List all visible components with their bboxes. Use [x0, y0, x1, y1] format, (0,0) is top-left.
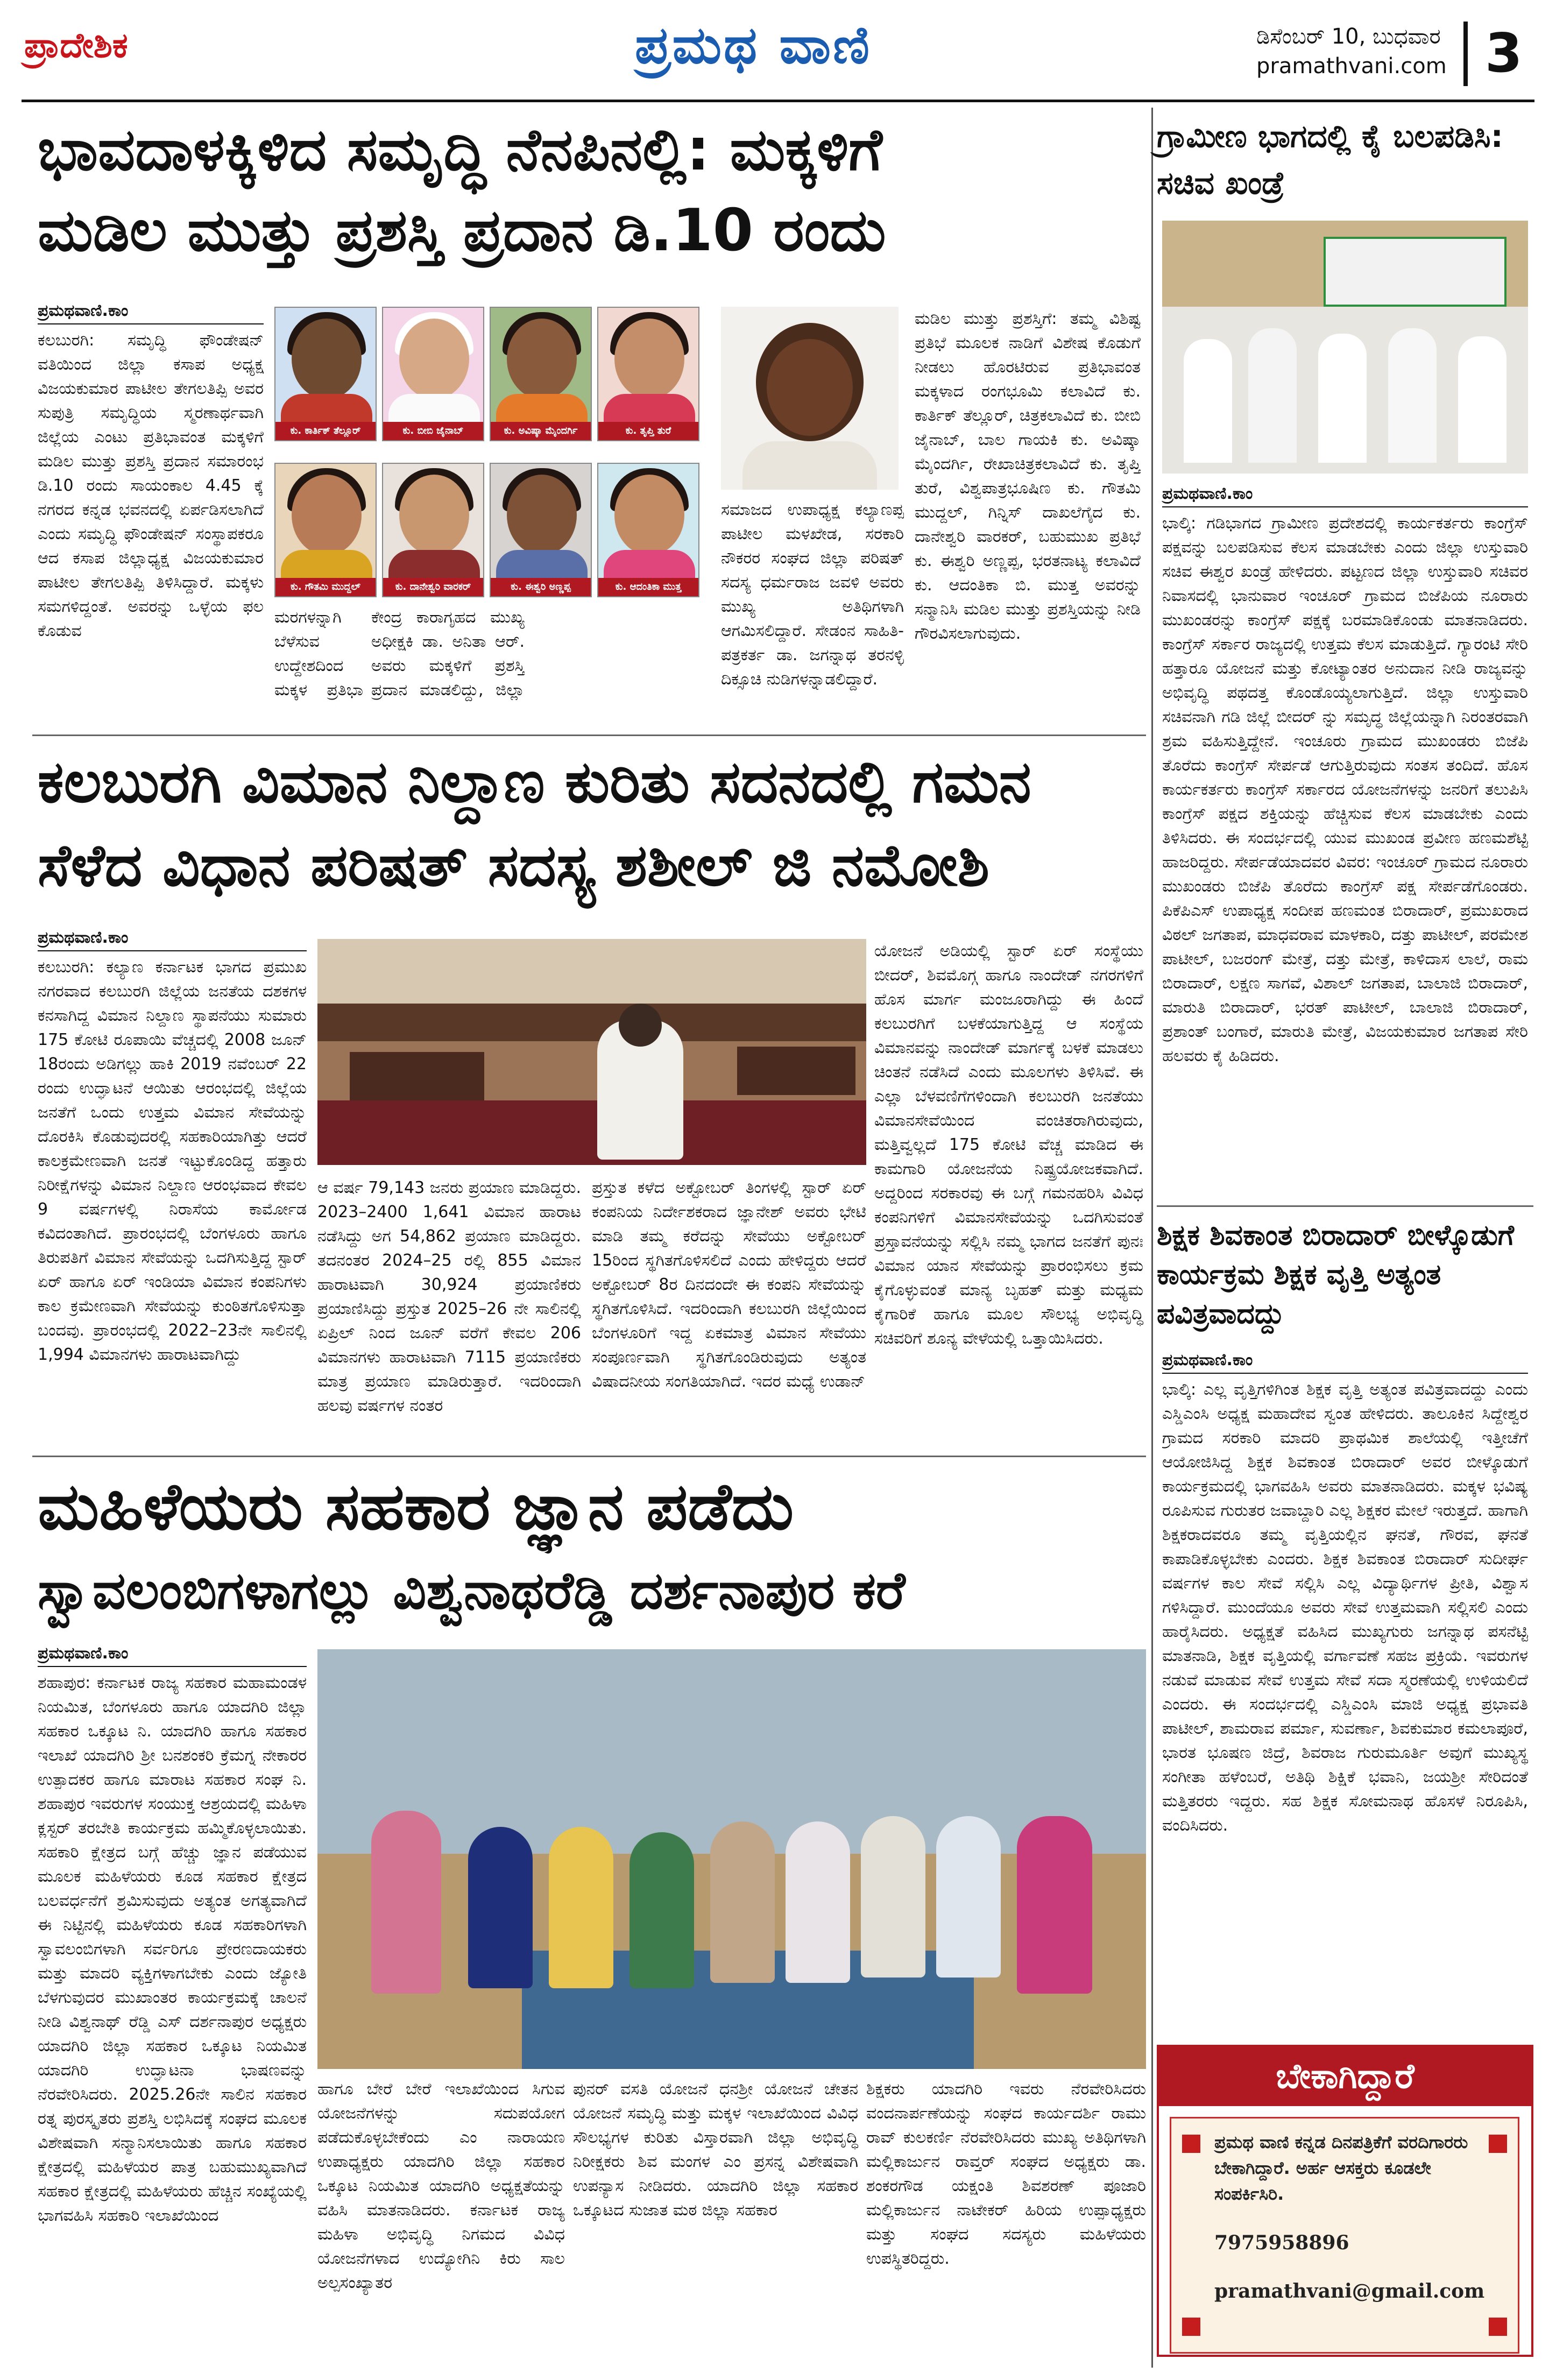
- story1-col4: ಸಮಾಜದ ಉಪಾಧ್ಯಕ್ಷ ಕಲ್ಯಾಣಪ್ಪ ಪಾಟೀಲ ಮಳಖೇಡ, ಸರಕಾರಿ ನೌಕರರ ಸಂಘದ ಜಿಲ್ಲಾ ಪರಿಷತ್ ಸದಸ್ಯ ಧರ್ಮರಾಜ ಜವಳಿ ಅವರು ಮುಖ್ಯ ಅತಿಥಿಗಳಾಗಿ ಆಗಮಿಸಲಿದ್ದಾರೆ. ಸೇಡಂನ ಸಾಹಿತಿ-ಪತ್ರಕರ್ತ ಡಾ. ಜಗನ್ನಾಥ ತರನಳ್ಳಿ ದಿಕ್ಸೂಚಿ ನುಡಿಗಳನ್ನಾಡಲಿದ್ದಾರೆ.: [721, 500, 904, 689]
- story1-col1: ಕಲಬುರಗಿ: ಸಮೃದ್ಧಿ ಫೌಂಡೇಷನ್ ವತಿಯಿಂದ ಜಿಲ್ಲಾ ಕಸಾಪ ಅಧ್ಯಕ್ಷ ವಿಜಯಕುಮಾರ ಪಾಟೀಲ ತೇಗಲತಿಪ್ಪಿ ಅವರ ಸುಪುತ್ರಿ ಸಮೃದ್ಧಿಯ ಸ್ಮರಣಾರ್ಥವಾಗಿ ಜಿಲ್ಲೆಯ ಎಂಟು ಪ್ರತಿಭಾವಂತ ಮಕ್ಕಳಿಗೆ ಮಡಿಲ ಮುತ್ತು ಪ್ರಶಸ್ತಿ ಪ್ರದಾನ ಸಮಾರಂಭ ಡಿ.10 ರಂದು ಸಾಯಂಕಾಲ 4.45 ಕ್ಕೆ ನಗರದ ಕನ್ನಡ ಭವನದಲ್ಲಿ ಏರ್ಪಡಿಸಲಾಗಿದೆ ಎಂದು ಸಮೃದ್ಧಿ ಫೌಂಡೇಷನ್ ಸಂಸ್ಥಾಪಕರೂ ಆದ ಕಸಾಪ ಜಿಲ್ಲಾಧ್ಯಕ್ಷ ವಿಜಯಕುಮಾರ ಪಾಟೀಲ ತೇಗಲತಿಪ್ಪಿ ತಿಳಿಸಿದ್ದಾರೆ. ಮಕ್ಕಳು ಸಮಗಳಿದ್ದಂತೆ. ಅವರನ್ನು ಒಳ್ಳೆಯ ಫಲ ಕೊಡುವ: [38, 331, 264, 640]
- sidebar2-body: ಭಾಲ್ಕಿ: ಎಲ್ಲ ವೃತ್ತಿಗಳಿಗಿಂತ ಶಿಕ್ಷಕ ವೃತ್ತಿ ಅತ್ಯಂತ ಪವಿತ್ರವಾದದ್ದು ಎಂದು ಎಸ್ಡಿಎಂಸಿ ಅಧ್ಯಕ್ಷ ಮಹಾದೇವ ಸ್ವಂತ ಹೇಳಿದರು. ತಾಲೂಕಿನ ಸಿದ್ದೇಶ್ವರ ಗ್ರಾಮದ ಸರಕಾರಿ ಮಾದರಿ ಪ್ರಾಥಮಿಕ ಶಾಲೆಯಲ್ಲಿ ಇತ್ತೀಚೆಗೆ ಆಯೋಜಿಸಿದ್ದ ಶಿಕ್ಷಕ ಶಿವಕಾಂತ ಬಿರಾದಾರ್ ಅವರ ಬೀಳ್ಕೊಡುಗೆ ಕಾರ್ಯಕ್ರಮದಲ್ಲಿ ಭಾಗವಹಿಸಿ ಅವರು ಮಾತನಾಡಿದರು. ಮಕ್ಕಳ ಭವಿಷ್ಯ ರೂಪಿಸುವ ಗುರುತರ ಜವಾಬ್ದಾರಿ ಎಲ್ಲ ಶಿಕ್ಷಕರ ಮೇಲೆ ಇರುತ್ತದೆ. ಹಾಗಾಗಿ ಶಿಕ್ಷಕರಾದವರೂ ತಮ್ಮ ವೃತ್ತಿಯಲ್ಲಿನ ಘನತೆ, ಗೌರವ, ಘನತೆ ಕಾಪಾಡಿಕೊಳ್ಳಬೇಕು ಎಂದರು. ಶಿಕ್ಷಕ ಶಿವಕಾಂತ ಬಿರಾದಾರ್ ಸುದೀರ್ಘ ವರ್ಷಗಳ ಕಾಲ ಸೇವೆ ಸಲ್ಲಿಸಿ ಎಲ್ಲ ವಿದ್ಯಾರ್ಥಿಗಳ ಪ್ರೀತಿ, ವಿಶ್ವಾಸ ಗಳಿಸಿದ್ದಾರೆ. ಮುಂದೆಯೂ ಅವರು ಸೇವೆ ಉತ್ತಮವಾಗಿ ಸಲ್ಲಿಸಲಿ ಎಂದು ಹಾರೈಸಿದರು. ಅಧ್ಯಕ್ಷತೆ ವಹಿಸಿದ ಮುಖ್ಯಗುರು ಜಗನ್ನಾಥ ಪಸನೆಟ್ಟಿ ಮಾತನಾಡಿ, ಶಿಕ್ಷಕ ವೃತ್ತಿಯಲ್ಲಿ ವರ್ಗಾವಣೆ ಸಹಜ ಪ್ರಕ್ರಿಯೆ. ಇವರುಗಳ ನಡುವೆ ಮಾಡುವ ಸೇವೆ ಉತ್ತಮ ಸೇವೆ ಸದಾ ಸ್ಮರಣೆಯಲ್ಲಿ ಉಳಿಯಲಿದೆ ಎಂದರು. ಈ ಸಂದರ್ಭದಲ್ಲಿ ಎಸ್ಡಿಎಂಸಿ ಮಾಜಿ ಅಧ್ಯಕ್ಷ ಪ್ರಭಾವತಿ ಪಾಟೀಲ್, ಶಾಮರಾವ ಪರ್ಮಾ, ಸುವರ್ಣಾ, ಶಿವಕುಮಾರ ಕಮಲಾಪೂರೆ, ಭಾರತ ಭೂಷಣ ಜಿದ್ರೆ, ಶಿವರಾಜ ಗುರುಮೂರ್ತಿ ಅವುಗೆ ಮುಖ್ಯಸ್ಥ ಸಂಗೀತಾ ಹಳೆಂಬರೆ, ಅತಿಥಿ ಶಿಕ್ಷಿಕೆ ಭವಾನಿ, ಜಯಶ್ರೀ ಸೇರಿದಂತೆ ಮತ್ತಿತರರು ಇದ್ದರು. ಸಹ ಶಿಕ್ಷಕ ಸೋಮನಾಥ ಹೊಸಳೆ ನಿರೂಪಿಸಿ, ವಂದಿಸಿದರು.: [1162, 1380, 1528, 1835]
- story1-col3: ಕೇಂದ್ರ ಕಾರಾಗೃಹದ ಮುಖ್ಯ ಅಧೀಕ್ಷಕಿ ಡಾ. ಅನಿತಾ ಆರ್. ಅವರು ಮಕ್ಕಳಿಗೆ ಪ್ರಶಸ್ತಿ ಪ್ರದಾನ ಮಾಡಲಿದ್ದು, ಜಿಲ್ಲಾ: [371, 608, 525, 700]
- portrait-caption: ಕು. ಅವಿಷ್ಕಾ ಮೈಂದರ್ಗಿ: [491, 422, 591, 440]
- wanted-ad-phone[interactable]: 7975958896: [1214, 2231, 1349, 2254]
- portrait-caption: ಕು. ಗೌತಮಿ ಮುದ್ದಲ್: [275, 578, 376, 596]
- portrait-photo: [382, 307, 484, 441]
- portrait-caption: ಕು. ಬೀಬಿ ಜೈನಾಬ್: [383, 422, 483, 440]
- paper-name: ಪ್ರಮಥ ವಾಣಿ: [635, 15, 872, 75]
- story-divider: [32, 1456, 1146, 1457]
- portrait-caption: ಕು. ತೃಪ್ತಿ ತುರೆ: [598, 422, 698, 440]
- story1-headline-1: ಭಾವದಾಳಕ್ಕಿಳಿದ ಸಮೃದ್ಧಿ ನೆನಪಿನಲ್ಲಿ: ಮಕ್ಕಳಿಗೆ: [38, 116, 882, 183]
- wanted-ad-body: [1170, 2117, 1519, 2354]
- portrait-photo: [274, 307, 377, 441]
- sidebar2-headline: ಶಿಕ್ಷಕ ಶಿವಕಾಂತ ಬಿರಾದಾರ್ ಬೀಳ್ಕೊಡುಗೆ ಕಾರ್ಯಕ್ರಮ ಶಿಕ್ಷಕ ವೃತ್ತಿ ಅತ್ಯಂತ ಪವಿತ್ರವಾದದ್ದು: [1157, 1219, 1514, 1330]
- story2-headline-1: ಕಲಬುರಗಿ ವಿಮಾನ ನಿಲ್ದಾಣ ಕುರಿತು ಸದನದಲ್ಲಿ ಗಮನ: [38, 748, 1031, 816]
- portrait-photo: [490, 463, 592, 597]
- story2-col1: ಕಲಬುರಗಿ: ಕಲ್ಯಾಣ ಕರ್ನಾಟಕ ಭಾಗದ ಪ್ರಮುಖ ನಗರವಾದ ಕಲಬುರಗಿ ಜಿಲ್ಲೆಯ ಜನತೆಯ ದಶಕಗಳ ಕನಸಾಗಿದ್ದ ವಿಮಾನ ನಿಲ್ದಾಣ ಸ್ಥಾಪನೆಯು ಸುಮಾರು 175 ಕೋಟಿ ರೂಪಾಯಿ ವೆಚ್ಚದಲ್ಲಿ 2008 ಜೂನ್ 18ರಂದು ಅಡಿಗಲ್ಲು ಹಾಕಿ 2019 ನವೆಂಬರ್ 22 ರಂದು ಉದ್ಘಾಟನೆ ಆಯಿತು ಆರಂಭದಲ್ಲಿ ಜಿಲ್ಲೆಯ ಜನತೆಗೆ ಒಂದು ಉತ್ತಮ ವಿಮಾನ ಸೇವೆಯನ್ನು ದೊರಕಿಸಿ ಕೊಡುವುದರಲ್ಲಿ ಸಹಕಾರಿಯಾಗಿತ್ತು ಆದರೆ ಕಾಲಕ್ರಮೇಣವಾಗಿ ಜನತೆ ಇಟ್ಟುಕೊಂಡಿದ್ದ ಹತ್ತಾರು ನಿರೀಕ್ಷೆಗಳನ್ನು ವಿಮಾನ ನಿಲ್ದಾಣ ಆರಂಭವಾದ ಕೇವಲ 9 ವರ್ಷಗಳಲ್ಲಿ ನಿರಾಸೆಯ ಕಾರ್ಮೋಡ ಕವಿದಂತಾಗಿದೆ. ಪ್ರಾರಂಭದಲ್ಲಿ ಬೆಂಗಳೂರು ಹಾಗೂ ತಿರುಪತಿಗೆ ವಿಮಾನ ಸೇವೆಯನ್ನು ಒದಗಿಸುತ್ತಿದ್ದ ಸ್ಟಾರ್ ಏರ್ ಹಾಗೂ ಏರ್ ಇಂಡಿಯಾ ವಿಮಾನ ಕಂಪನಿಗಳು ಕಾಲ ಕ್ರಮೇಣವಾಗಿ ಸೇವೆಯನ್ನು ಕುಂಠಿತಗೊಳಿಸುತ್ತಾ ಬಂದವು. ಪ್ರಾರಂಭದಲ್ಲಿ 2022–23ನೇ ಸಾಲಿನಲ್ಲಿ 1,994 ವಿಮಾನಗಳು ಹಾರಾಟವಾಗಿದ್ದು: [38, 958, 307, 1364]
- story3-col3: ಪುನರ್ ವಸತಿ ಯೋಜನೆ ಧನಶ್ರೀ ಯೋಜನೆ ಚೇತನ ಯೋಜನೆ ಸಮೃದ್ಧಿ ಮತ್ತು ಮಕ್ಕಳ ಇಲಾಖೆಯಿಂದ ವಿವಿಧ ಸೌಲಭ್ಯಗಳ ಕುರಿತು ವಿಸ್ತಾರವಾಗಿ ಜಿಲ್ಲಾ ಅಭಿವೃದ್ಧಿ ನಿರೀಕ್ಷಕರು ಶಿವ ಮಂಗಳ ಎಂ ಪ್ರಸನ್ನ ವಿಶೇಷವಾಗಿ ಉಪನ್ಯಾಸ ನೀಡಿದರು. ಯಾದಗಿರಿ ಜಿಲ್ಲಾ ಸಹಕಾರ ಒಕ್ಕೂಟದ ಸುಜಾತ ಮಠ ಜಿಲ್ಲಾ ಸಹಕಾರ: [573, 2080, 858, 2220]
- sidebar-divider-rule: [1157, 1205, 1533, 1207]
- portrait-photo: [597, 463, 699, 597]
- story3-col1: ಶಹಾಪುರ: ಕರ್ನಾಟಕ ರಾಜ್ಯ ಸಹಕಾರ ಮಹಾಮಂಡಳ ನಿಯಮಿತ, ಬೆಂಗಳೂರು ಹಾಗೂ ಯಾದಗಿರಿ ಜಿಲ್ಲಾ ಸಹಕಾರ ಒಕ್ಕೂಟ ನಿ. ಯಾದಗಿರಿ ಹಾಗೂ ಸಹಕಾರ ಇಲಾಖೆ ಯಾದಗಿರಿ ಶ್ರೀ ಬನಶಂಕರಿ ಕ್ರೆಮಗ್ನ ನೇಕಾರರ ಉತ್ಪಾದಕರ ಹಾಗೂ ಮಾರಾಟ ಸಹಕಾರ ಸಂಘ ನಿ. ಶಹಾಪುರ ಇವರುಗಳ ಸಂಯುಕ್ತ ಆಶ್ರಯದಲ್ಲಿ ಮಹಿಳಾ ಕ್ಲಸ್ಟರ್ ತರಬೇತಿ ಕಾರ್ಯಕ್ರಮ ಹಮ್ಮಿಕೊಳ್ಳಲಾಯಿತು. ಸಹಕಾರಿ ಕ್ಷೇತ್ರದ ಬಗ್ಗೆ ಹೆಚ್ಚು ಜ್ಞಾನ ಪಡೆಯುವ ಮೂಲಕ ಮಹಿಳೆಯರು ಕೂಡ ಸಹಕಾರ ಕ್ಷೇತ್ರದ ಬಲವರ್ಧನೆಗೆ ಶ್ರಮಿಸುವುದು ಅತ್ಯಂತ ಅಗತ್ಯವಾಗಿದೆ ಈ ನಿಟ್ಟಿನಲ್ಲಿ ಮಹಿಳೆಯರು ಕೂಡ ಸಹಕಾರಿಗಳಾಗಿ ಸ್ವಾವಲಂಬಿಗಳಾಗಿ ಸರ್ವರಿಗೂ ಪ್ರೇರಣದಾಯಕರು ಮತ್ತು ಮಾದರಿ ವ್ಯಕ್ತಿಗಳಾಗಬೇಕು ಎಂದು ಜ್ಯೋತಿ ಬೆಳಗುವುದರ ಮುಖಾಂತರ ಕಾರ್ಯಕ್ರಮಕ್ಕೆ ಚಾಲನೆ ನೀಡಿ ವಿಶ್ವನಾಥ್ ರೆಡ್ಡಿ ಎಸ್ ದರ್ಶನಾಪುರ ಅಧ್ಯಕ್ಷರು ಯಾದಗಿರಿ ಜಿಲ್ಲಾ ಸಹಕಾರ ಒಕ್ಕೂಟ ನಿಯಮಿತ ಯಾದಗಿರಿ ಉದ್ಘಾಟನಾ ಭಾಷಣವನ್ನು ನೆರವೇರಿಸಿದರು. 2025.26ನೇ ಸಾಲಿನ ಸಹಕಾರ ರತ್ನ ಪುರಸ್ಕೃತರು ಪ್ರಶಸ್ತಿ ಲಭಿಸಿದಕ್ಕೆ ಸಂಘದ ಮೂಲಕ ವಿಶೇಷವಾಗಿ ಸನ್ಮಾನಿಸಲಾಯಿತು ಹಾಗೂ ಸಹಕಾರ ಕ್ಷೇತ್ರದಲ್ಲಿ ಮಹಿಳೆಯರ ಪಾತ್ರ ಬಹುಮುಖ್ಯವಾಗಿದೆ ಸಹಕಾರ ಕ್ಷೇತ್ರದಲ್ಲಿ ಮಹಿಳೆಯರು ಹೆಚ್ಚಿನ ಸಂಖ್ಯೆಯಲ್ಲಿ ಭಾಗವಹಿಸಿ ಸಹಕಾರಿ ಇಲಾಖೆಯಿಂದ: [38, 1673, 307, 2225]
- sidebar1-body: ಭಾಲ್ಕಿ: ಗಡಿಭಾಗದ ಗ್ರಾಮೀಣ ಪ್ರದೇಶದಲ್ಲಿ ಕಾರ್ಯಕರ್ತರು ಕಾಂಗ್ರೆಸ್ ಪಕ್ಷವನ್ನು ಬಲಪಡಿಸುವ ಕೆಲಸ ಮಾಡಬೇಕು ಎಂದು ಜಿಲ್ಲಾ ಉಸ್ತುವಾರಿ ಸಚಿವ ಈಶ್ವರ ಖಂಡ್ರೆ ಹೇಳಿದರು. ಪಟ್ಟಣದ ಜಿಲ್ಲಾ ಉಸ್ತುವಾರಿ ಸಚಿವರ ನಿವಾಸದಲ್ಲಿ ಭಾನುವಾರ ಇಂಚೂರ್ ಗ್ರಾಮದ ಬಿಜೆಪಿಯ ನೂರಾರು ಮುಖಂಡರನ್ನು ಕಾಂಗ್ರೆಸ್ ಪಕ್ಷಕ್ಕೆ ಬರಮಾಡಿಕೊಂಡು ಮಾತನಾಡಿದರು. ಕಾಂಗ್ರೆಸ್ ಸರ್ಕಾರ ರಾಜ್ಯದಲ್ಲಿ ಉತ್ತಮ ಕೆಲಸ ಮಾಡುತ್ತಿದೆ. ಗ್ಯಾರಂಟಿ ಸೇರಿ ಹತ್ತಾರೂ ಯೋಜನೆ ಮತ್ತು ಕೋಟ್ಯಾಂತರ ಅನುದಾನ ನೀಡಿ ರಾಜ್ಯವನ್ನು ಅಭಿವೃದ್ಧಿ ಪಥದತ್ತ ಕೊಂಡೊಯ್ಯಲಾಗುತ್ತಿದೆ. ಜಿಲ್ಲಾ ಉಸ್ತುವಾರಿ ಸಚಿವನಾಗಿ ಗಡಿ ಜಿಲ್ಲೆ ಬೀದರ್ ನ್ನು ಸಮೃದ್ಧ ಜಿಲ್ಲೆಯನ್ನಾಗಿ ನಿರಂತರವಾಗಿ ಶ್ರಮ ವಹಿಸುತ್ತಿದ್ದೇನೆ. ಇಂಚೂರು ಗ್ರಾಮದ ಮುಖಂಡರು ಬಿಜೆಪಿ ತೊರೆದು ಕಾಂಗ್ರೆಸ್ ಸೇರ್ಪಡೆ ಆಗುತ್ತಿರುವುದು ಸಂತಸ ತಂದಿದೆ. ಹೊಸ ಕಾರ್ಯಕರ್ತರು ಕಾಂಗ್ರೆಸ್ ಸರ್ಕಾರದ ಯೋಜನೆಗಳನ್ನು ಜನರಿಗೆ ತಲುಪಿಸಿ ಕಾಂಗ್ರೆಸ್ ಪಕ್ಷದ ಶಕ್ತಿಯನ್ನು ಹೆಚ್ಚಿಸುವ ಕೆಲಸ ಮಾಡಬೇಕು ಎಂದು ತಿಳಿಸಿದರು. ಈ ಸಂದರ್ಭದಲ್ಲಿ ಯುವ ಮುಖಂಡ ಪ್ರವೀಣ ಹಣಮಶೆಟ್ಟಿ ಹಾಜರಿದ್ದರು. ಸೇರ್ಪಡೆಯಾದವರ ವಿವರ: ಇಂಚೂರ್ ಗ್ರಾಮದ ನೂರಾರು ಮುಖಂಡರು ಬಿಜೆಪಿ ತೊರೆದು ಕಾಂಗ್ರೆಸ್ ಪಕ್ಷ ಸೇರ್ಪಡೆಗೊಂಡರು. ಪಿಕೆಪಿಎಸ್ ಉಪಾಧ್ಯಕ್ಷ ಸಂದೀಪ ಹಣಮಂತ ಬಿರಾದಾರ್, ಪ್ರಮುಖರಾದ ವಿಠಲ್ ಜಗತಾಪ, ಮಾಧವರಾವ ಮಾಳಕಾರಿ, ದತ್ತು ಪಾಟೀಲ್, ಪರಮೇಶ ಪಾಟೀಲ್, ಬಜರಂಗ್ ಮೇತ್ರೆ, ದತ್ತು ಮೇತ್ರೆ, ಕಾಳಿದಾಸ ಲಾಲೆ, ರಾಮ ಬಿರಾದಾರ್, ಲಕ್ಷಣ ಸಾಗವೆ, ವಿಶಾಲ್ ಜಗತಾಪ, ಬಾಲಾಜಿ ಬಿರಾದಾರ್, ಮಾರುತಿ ಬಿರಾದಾರ್, ಭರತ್ ಪಾಟೀಲ್, ಬಾಲಾಜಿ ಬಿರಾದಾರ್, ಪ್ರಶಾಂತ್ ಬಂಗಾರೆ, ಮಾರುತಿ ಮೇತ್ರೆ, ವಿಜಯಕುಮಾರ ಜಗತಾಪ ಸೇರಿ ಹಲವರು ಕೈ ಹಿಡಿದರು.: [1162, 514, 1528, 1065]
- sidebar-divider: [1151, 108, 1153, 2368]
- wanted-ad-title: ಬೇಕಾಗಿದ್ದಾರೆ: [1159, 2047, 1531, 2106]
- story1-col2: ಮರಗಳನ್ನಾಗಿ ಬೆಳೆಸುವ ಉದ್ದೇಶದಿಂದ ಮಕ್ಕಳ ಪ್ರತಿಭಾ: [274, 608, 363, 700]
- story1-byline: ಪ್ರಮಥವಾಣಿ.ಕಾಂ: [38, 301, 264, 324]
- wanted-ad: [1157, 2045, 1533, 2357]
- red-square-icon: [1182, 2318, 1200, 2336]
- assembly-photo: [317, 939, 866, 1165]
- party-joining-photo: [1162, 221, 1528, 474]
- story2-col4: ಯೋಜನೆ ಅಡಿಯಲ್ಲಿ ಸ್ಟಾರ್ ಏರ್ ಸಂಸ್ಥೆಯು ಬೀದರ್, ಶಿವಮೊಗ್ಗ ಹಾಗೂ ನಾಂದೇಡ್ ನಗರಗಳಿಗೆ ಹೊಸ ಮಾರ್ಗ ಮಂಜೂರಾಗಿದ್ದು ಈ ಹಿಂದೆ ಕಲಬುರಗಿಗೆ ಬಳಕೆಯಾಗುತ್ತಿದ್ದ ಆ ಸಂಸ್ಥೆಯ ವಿಮಾನವನ್ನು ನಾಂದೇಡ್ ಮಾರ್ಗಕ್ಕೆ ಬಳಕೆ ಮಾಡಲು ಚಿಂತನೆ ನಡೆಸಿದೆ ಎಂದು ಮೂಲಗಳು ತಿಳಿಸಿವೆ. ಈ ಎಲ್ಲಾ ಬೆಳವಣಿಗೆಗಳಿಂದಾಗಿ ಕಲಬುರಗಿ ಜನತೆಯು ವಿಮಾನಸೇವೆಯಿಂದ ವಂಚಿತರಾಗಿರುವುದು, ಮತ್ತಿವ್ವಲ್ಲದೆ 175 ಕೋಟಿ ವೆಚ್ಚ ಮಾಡಿದ ಈ ಕಾಮಗಾರಿ ಯೋಜನೆಯ ನಿಷ್ಪ್ರಯೋಜಕವಾಗಿದೆ. ಅದ್ದರಿಂದ ಸರಕಾರವು ಈ ಬಗ್ಗೆ ಗಮನಹರಿಸಿ ವಿವಿಧ ಕಂಪನಿಗಳಿಗೆ ವಿಮಾನಸೇವೆಯನ್ನು ಒದಗಿಸುವಂತೆ ಪ್ರಸ್ತಾವನೆಯನ್ನು ಸಲ್ಲಿಸಿ ನಮ್ಮ ಭಾಗದ ಜನತೆಗೆ ಪುನಃ ವಿಮಾನ ಯಾನ ಸೇವೆಯನ್ನು ಪ್ರಾರಂಭಿಸಲು ಕ್ರಮ ಕೈಗೊಳ್ಳುವಂತೆ ಮಾನ್ಯ ಬೃಹತ್ ಮತ್ತು ಮಧ್ಯಮ ಕೈಗಾರಿಕೆ ಹಾಗೂ ಮೂಲ ಸೌಲಭ್ಯ ಅಭಿವೃದ್ಧಿ ಸಚಿವರಿಗೆ ಶೂನ್ಯ ವೇಳೆಯಲ್ಲಿ ಒತ್ತಾಯಿಸಿದರು.: [874, 942, 1143, 1348]
- portrait-photo: [597, 307, 699, 441]
- story3-col4: ಶಿಕ್ಷಕರು ಯಾದಗಿರಿ ಇವರು ನೆರವೇರಿಸಿದರು ವಂದನಾರ್ಪಣೆಯನ್ನು ಸಂಘದ ಕಾರ್ಯದರ್ಶಿ ರಾಮು ರಾವ್ ಕುಲಕರ್ಣಿ ನೆರವೇರಿಸಿದರು ಮುಖ್ಯ ಅತಿಥಿಗಳಾಗಿ ಮಲ್ಲಿಕಾರ್ಜುನ ರಾವ್ತರ್ ಸಂಘದ ಅಧ್ಯಕ್ಷರು ಡಾ. ಶಂಕರಗೌಡ ಯಕ್ಷಂತಿ ಶಿವಶರಣ್ ಪೂಜಾರಿ ಮಲ್ಲಿಕಾರ್ಜುನ ನಾಟೇಕರ್ ಹಿರಿಯ ಉಪ್ಪಾಧ್ಯಕ್ಷರು ಮತ್ತು ಸಂಘದ ಸದಸ್ಯರು ಮಹಿಳೆಯರು ಉಪಸ್ಥಿತರಿದ್ದರು.: [866, 2080, 1146, 2268]
- red-square-icon: [1489, 2318, 1507, 2336]
- memorial-portrait: [721, 307, 899, 490]
- story3-headline-1: ಮಹಿಳೆಯರು ಸಹಕಾರ ಜ್ಞಾನ ಪಡೆದು: [38, 1470, 794, 1544]
- page-number: 3: [1485, 22, 1523, 84]
- wanted-ad-text: ಪ್ರಮಥ ವಾಣಿ ಕನ್ನಡ ದಿನಪತ್ರಿಕೆಗೆ ವರದಿಗಾರರು ಬೇಕಾಗಿದ್ದಾರೆ. ಅರ್ಹ ಆಸಕ್ತರು ಕೂಡಲೇ ಸಂಪರ್ಕಿಸಿರಿ.: [1214, 2132, 1468, 2204]
- portrait-photo: [274, 463, 377, 597]
- page-divider: [1463, 22, 1468, 86]
- portrait-caption: ಕು. ಆದಂತಿಕಾ ಮುತ್ತ: [598, 578, 698, 596]
- story3-col2: ಹಾಗೂ ಬೇರೆ ಬೇರೆ ಇಲಾಖೆಯಿಂದ ಸಿಗುವ ಯೋಜನೆಗಳನ್ನು ಸದುಪಯೋಗ ಪಡೆದುಕೊಳ್ಳಬೇಕೆಂದು ಎಂ ನಾರಾಯಣ ಉಪಾಧ್ಯಕ್ಷರು ಯಾದಗಿರಿ ಜಿಲ್ಲಾ ಸಹಕಾರ ಒಕ್ಕೂಟ ನಿಯಮಿತ ಯಾದಗಿರಿ ಅಧ್ಯಕ್ಷತೆಯನ್ನು ವಹಿಸಿ ಮಾತನಾಡಿದರು. ಕರ್ನಾಟಕ ರಾಜ್ಯ ಮಹಿಳಾ ಅಭಿವೃದ್ಧಿ ನಿಗಮದ ವಿವಿಧ ಯೋಜನೆಗಳಾದ ಉದ್ಯೋಗಿನಿ ಕಿರು ಸಾಲ ಅಲ್ಪಸಂಖ್ಯಾತರ: [317, 2080, 565, 2292]
- portrait-caption: ಕು. ಈಶ್ವರಿ ಅಣ್ಣಪ್ಪ: [491, 578, 591, 596]
- masthead-rule: [22, 100, 1534, 102]
- portrait-caption: ಕು. ದಾನೇಶ್ವರಿ ವಾರಕರ್: [383, 578, 483, 596]
- sidebar1-byline: ಪ್ರಮಥವಾಣಿ.ಕಾಂ: [1162, 484, 1528, 507]
- story2-byline: ಪ್ರಮಥವಾಣಿ.ಕಾಂ: [38, 928, 307, 951]
- sidebar1-headline: ಗ್ರಾಮೀಣ ಭಾಗದಲ್ಲಿ ಕೈ ಬಲಪಡಿಸಿ: ಸಚಿವ ಖಂಡ್ರೆ: [1157, 118, 1503, 201]
- wanted-ad-email[interactable]: pramathvani@gmail.com: [1214, 2280, 1485, 2303]
- sidebar2-byline: ಪ್ರಮಥವಾಣಿ.ಕಾಂ: [1162, 1351, 1528, 1374]
- portrait-photo: [490, 307, 592, 441]
- portrait-caption: ಕು. ಕಾರ್ತಿಕ್ ತೆಲ್ಲೂರ್: [275, 422, 376, 440]
- red-square-icon: [1182, 2135, 1200, 2153]
- story3-headline-2: ಸ್ವಾವಲಂಬಿಗಳಾಗಲ್ಲು ವಿಶ್ವನಾಥರೆಡ್ಡಿ ದರ್ಶನಾಪುರ ಕರೆ: [38, 1560, 906, 1621]
- story3-byline: ಪ್ರಮಥವಾಣಿ.ಕಾಂ: [38, 1644, 307, 1667]
- event-group-photo: [317, 1649, 1146, 2069]
- story2-col3: ಪ್ರಸ್ತುತ ಕಳೆದ ಅಕ್ಟೋಬರ್ ತಿಂಗಳಲ್ಲಿ ಸ್ಟಾರ್ ಏರ್ ಕಂಪನಿಯ ನಿರ್ದೇಶಕರಾದ ಜ್ಞಾನೇಶ್ ಅವರು ಭೇಟಿ ಮಾಡಿ ತಮ್ಮ ಕರೆದನ್ನು ಸೇವೆಯು ಅಕ್ಟೋಬರ್ 15ರಿಂದ ಸ್ಥಗಿತಗೊಳಿಸಲಿದೆ ಎಂದು ಹೇಳಿದ್ದರು ಆದರೆ ಅಕ್ಟೋಬರ್ 8ರ ದಿನದಂದೇ ಈ ಕಂಪನಿ ಸೇವೆಯನ್ನು ಸ್ಥಗಿತಗೊಳಿಸಿದೆ. ಇದರಿಂದಾಗಿ ಕಲಬುರಗಿ ಜಿಲ್ಲೆಯಿಂದ ಬೆಂಗಳೂರಿಗೆ ಇದ್ದ ಏಕಮಾತ್ರ ವಿಮಾನ ಸೇವೆಯು ಸಂಪೂರ್ಣವಾಗಿ ಸ್ಥಗಿತಗೊಂಡಿರುವುದು ಅತ್ಯಂತ ವಿಷಾದನೀಯ ಸಂಗತಿಯಾಗಿದೆ. ಇದರ ಮಧ್ಯೆ ಉಡಾನ್: [592, 1178, 866, 1391]
- story1-headline-2: ಮಡಿಲ ಮುತ್ತು ಪ್ರಶಸ್ತಿ ಪ್ರದಾನ ಡಿ.10 ರಂದು: [38, 197, 886, 264]
- section-label: ಪ್ರಾದೇಶಿಕ: [24, 26, 128, 66]
- date-line: ಡಿಸೆಂಬರ್ 10, ಬುಧವಾರ: [1256, 24, 1441, 49]
- story1-col5: ಮಡಿಲ ಮುತ್ತು ಪ್ರಶಸ್ತಿಗೆ: ತಮ್ಮ ವಿಶಿಷ್ಟ ಪ್ರತಿಭೆ ಮೂಲಕ ನಾಡಿಗೆ ವಿಶೇಷ ಕೊಡುಗೆ ನೀಡಲು ಹೊರಟಿರುವ ಪ್ರತಿಭಾವಂತ ಮಕ್ಕಳಾದ ರಂಗಭೂಮಿ ಕಲಾವಿದೆ ಕು. ಕಾರ್ತಿಕ್ ತೆಲ್ಲೂರ್, ಚಿತ್ರಕಲಾವಿದೆ ಕು. ಬೀಬಿ ಜೈನಾಬ್, ಬಾಲ ಗಾಯಕಿ ಕು. ಅವಿಷ್ಕಾ ಮೈಂದರ್ಗಿ, ರೇಖಾಚಿತ್ರಕಲಾವಿದೆ ಕು. ತೃಪ್ತಿ ತುರೆ, ವಿಶ್ವಪಾತ್ರಭೂಷಿಣ ಕು. ಗೌತಮಿ ಮುದ್ದಲ್, ಗಿನ್ನಿಸ್ ದಾಖಲೆಗೈದ ಕು. ದಾನೇಶ್ವರಿ ವಾರಕರ್, ಬಹುಮುಖ ಪ್ರತಿಭೆ ಕು. ಈಶ್ವರಿ ಅಣ್ಣಪ್ಪ, ಭರತನಾಟ್ಯ ಕಲಾವಿದೆ ಕು. ಆದಂತಿಕಾ ಬಿ. ಮುತ್ತ ಅವರನ್ನು ಸನ್ಮಾನಿಸಿ ಮಡಿಲ ಮುತ್ತು ಪ್ರಶಸ್ತಿಯನ್ನು ನೀಡಿ ಗೌರವಿಸಲಾಗುವುದು.: [915, 309, 1141, 643]
- website-url[interactable]: pramathvani.com: [1256, 54, 1447, 79]
- portrait-photo: [382, 463, 484, 597]
- story-divider: [32, 735, 1146, 736]
- story2-headline-2: ಸೆಳೆದ ವಿಧಾನ ಪರಿಷತ್ ಸದಸ್ಯ ಶಶೀಲ್ ಜಿ ನಮೋಶಿ: [38, 832, 989, 899]
- story2-col2: ಆ ವರ್ಷ 79,143 ಜನರು ಪ್ರಯಾಣ ಮಾಡಿದ್ದರು. 2023–2400 1,641 ವಿಮಾನ ಹಾರಾಟ ನಡೆಸಿದ್ದು ಅಗ 54,862 ಪ್ರಯಾಣ ಮಾಡಿದ್ದರು. ತದನಂತರ 2024–25 ರಲ್ಲಿ 855 ವಿಮಾನ ಹಾರಾಟವಾಗಿ 30,924 ಪ್ರಯಾಣಿಕರು ಪ್ರಯಾಣಿಸಿದ್ದು ಪ್ರಸ್ತುತ 2025–26 ನೇ ಸಾಲಿನಲ್ಲಿ ಏಪ್ರಿಲ್ ನಿಂದ ಜೂನ್ ವರೆಗೆ ಕೇವಲ 206 ವಿಮಾನಗಳು ಹಾರಾಟವಾಗಿ 7115 ಪ್ರಯಾಣಿಕರು ಮಾತ್ರ ಪ್ರಯಾಣ ಮಾಡಿರುತ್ತಾರೆ. ಇದರಿಂದಾಗಿ ಹಲವು ವರ್ಷಗಳ ನಂತರ: [317, 1178, 581, 1415]
